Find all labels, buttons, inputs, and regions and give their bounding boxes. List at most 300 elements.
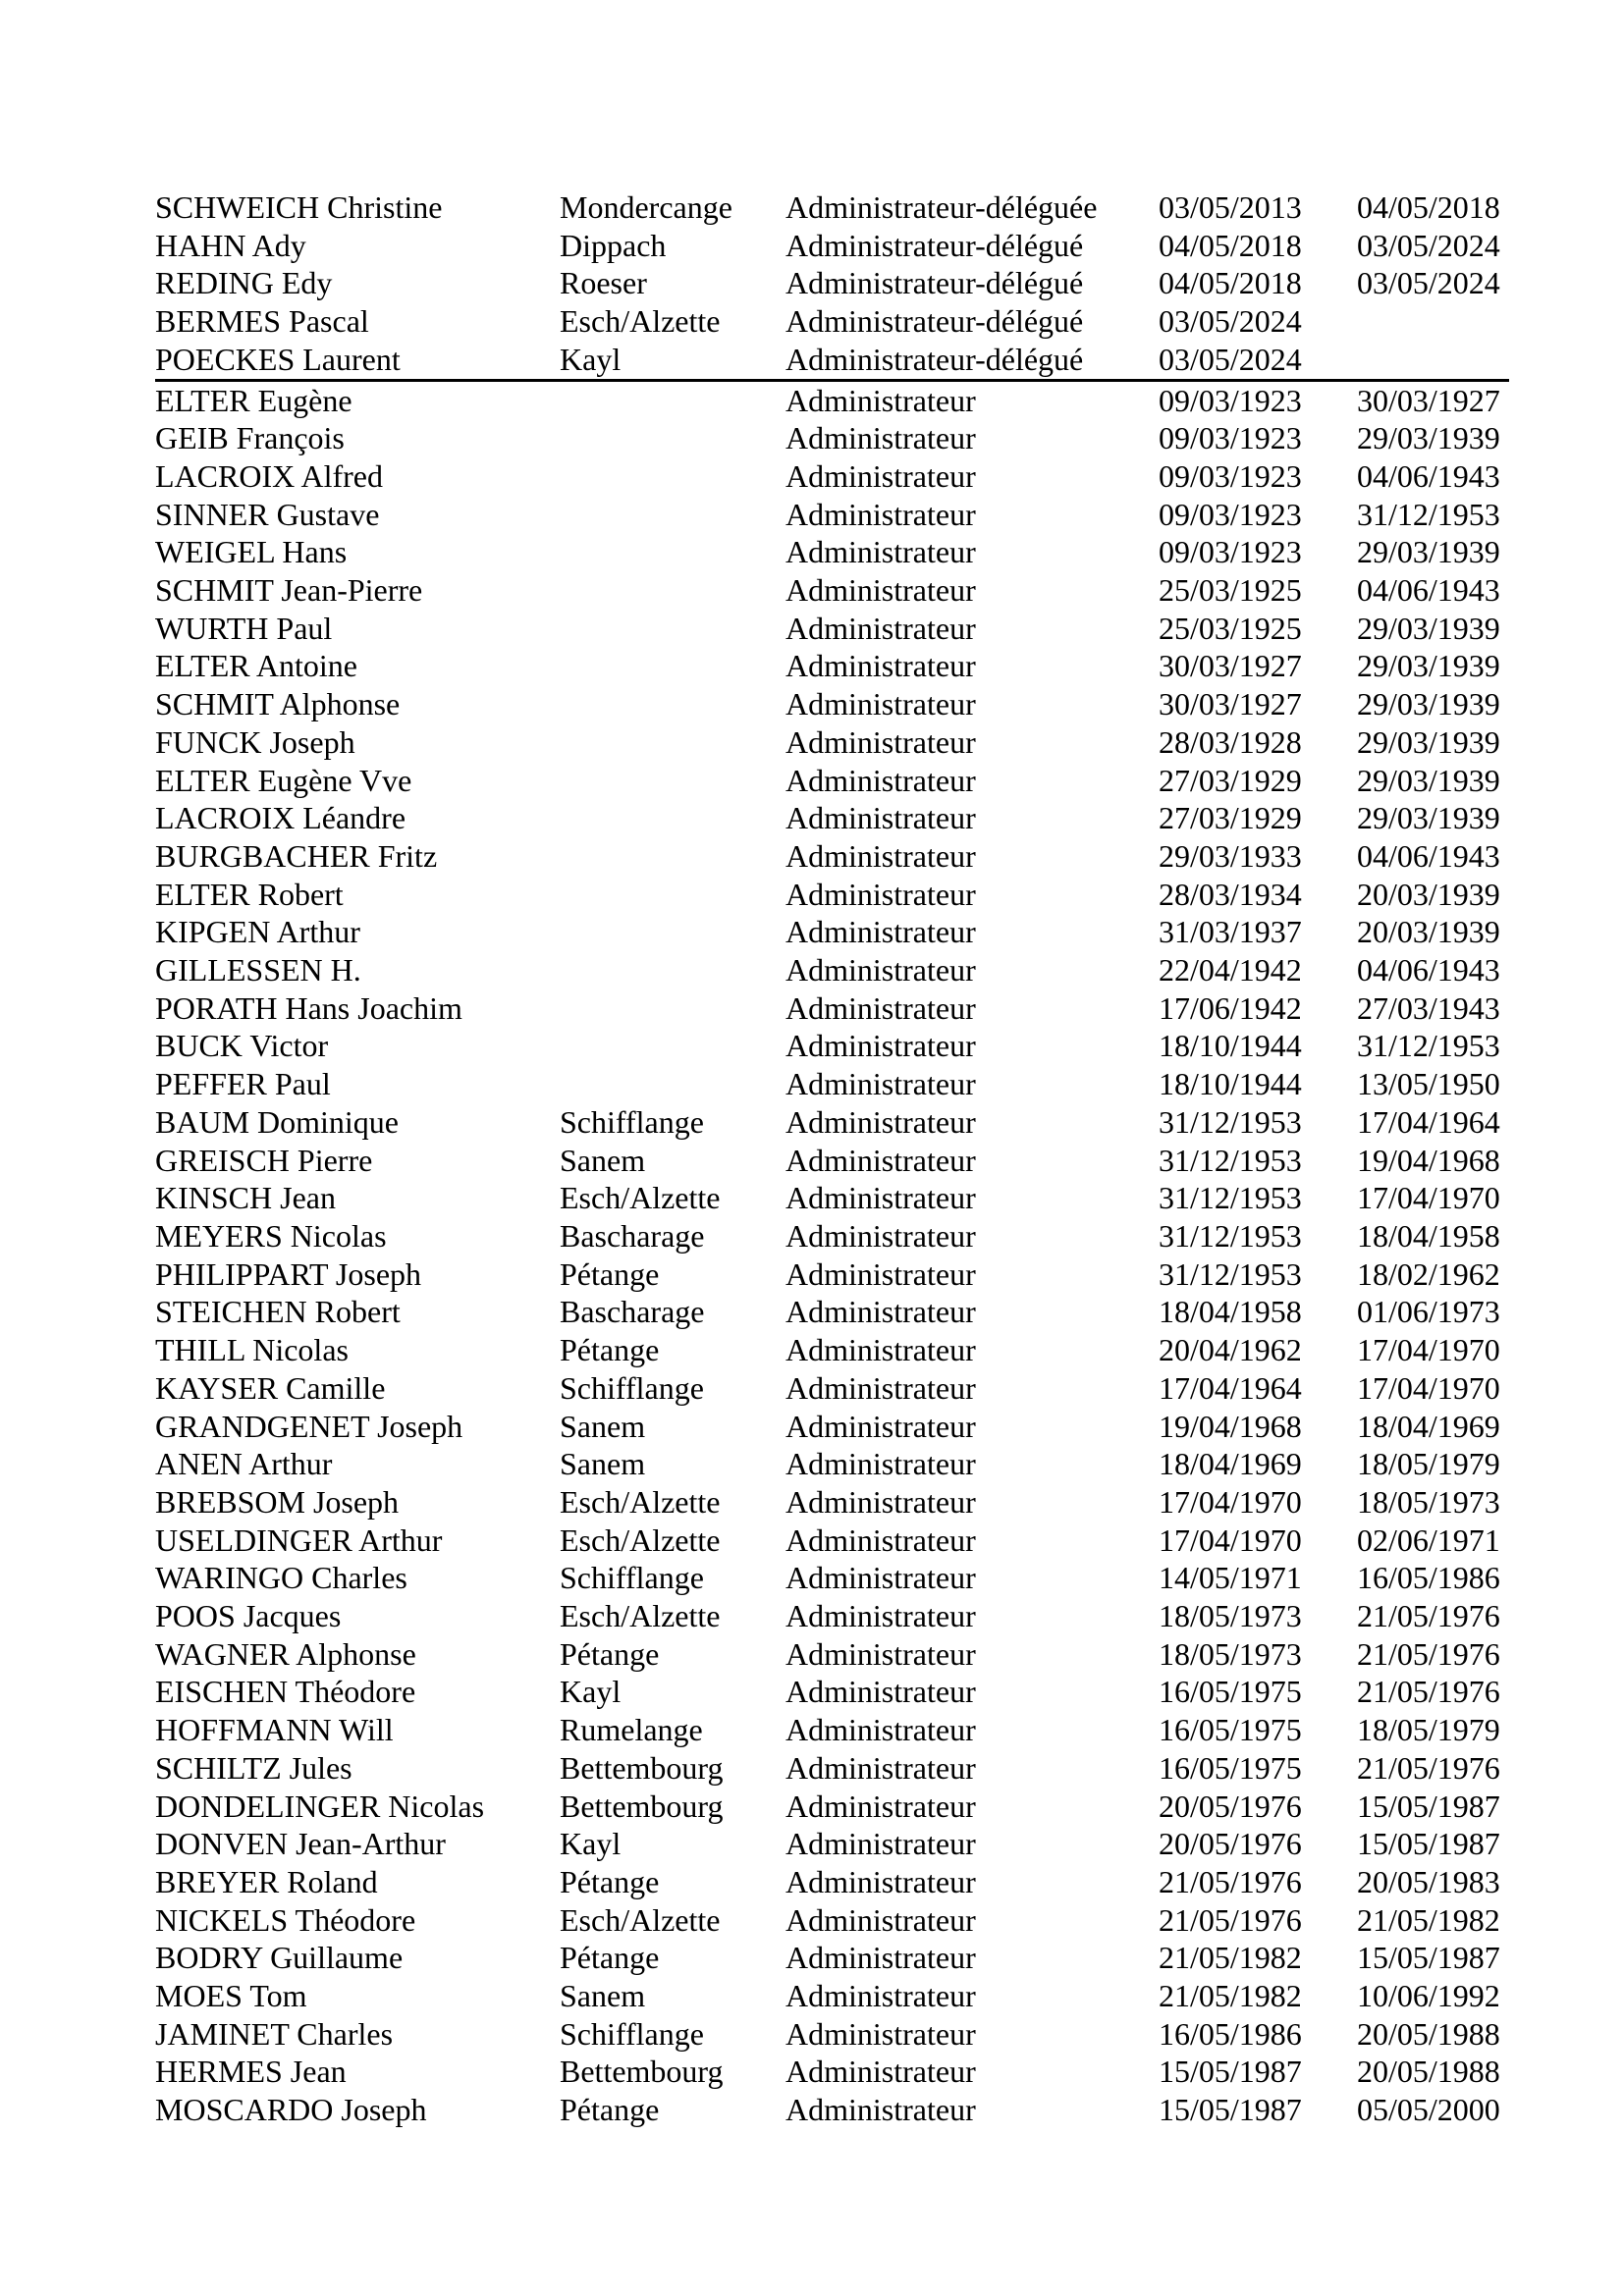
- member-role: Administrateur: [785, 1294, 976, 1330]
- table-row: [155, 913, 1509, 951]
- mandate-end-date: 18/04/1958: [1357, 1217, 1500, 1254]
- member-name: MOES Tom: [155, 1978, 307, 2014]
- member-role: Administrateur: [785, 420, 976, 456]
- member-locality: Bettembourg: [560, 1788, 724, 1824]
- mandate-start-date: 17/04/1970: [1159, 1522, 1302, 1558]
- member-role: Administrateur: [785, 1332, 976, 1368]
- member-locality: Bettembourg: [560, 1749, 724, 1786]
- member-locality: Kayl: [560, 1826, 622, 1862]
- mandate-start-date: 03/05/2024: [1159, 341, 1357, 380]
- member-name: BUCK Victor: [155, 1028, 329, 1064]
- mandate-end-date: 20/03/1939: [1357, 876, 1500, 912]
- mandate-start-date: 09/03/1923: [1159, 534, 1302, 570]
- mandate-end-date: 18/05/1973: [1357, 1483, 1500, 1520]
- member-name: MOSCARDO Joseph: [155, 2092, 427, 2128]
- member-role: Administrateur: [785, 648, 976, 684]
- member-locality: Sanem: [560, 1978, 646, 2014]
- table-row: [155, 341, 1509, 380]
- member-role: Administrateur: [785, 534, 976, 570]
- member-name: GILLESSEN H.: [155, 952, 361, 988]
- member-role: Administrateur: [785, 1901, 976, 1938]
- member-locality: Schifflange: [560, 1369, 704, 1406]
- mandate-start-date: 30/03/1927: [1159, 648, 1302, 684]
- member-name: BREYER Roland: [155, 1863, 378, 1899]
- mandate-end-date: 29/03/1939: [1357, 420, 1500, 456]
- mandate-start-date: 31/12/1953: [1159, 1255, 1302, 1292]
- member-role: Administrateur: [785, 1522, 976, 1558]
- mandate-start-date: 03/05/2013: [1159, 189, 1302, 225]
- mandate-end-date: 04/06/1943: [1357, 952, 1500, 988]
- member-name: GREISCH Pierre: [155, 1142, 373, 1178]
- table-row: [155, 1408, 1509, 1446]
- member-locality: [560, 799, 785, 837]
- mandate-end-date: 29/03/1939: [1357, 800, 1500, 836]
- mandate-end-date: 15/05/1987: [1357, 1788, 1500, 1824]
- table-row: [155, 1788, 1509, 1826]
- member-role: Administrateur: [785, 1598, 976, 1634]
- member-role: Administrateur-délégué: [785, 341, 1159, 380]
- member-role: Administrateur: [785, 1142, 976, 1178]
- table-row: [155, 1142, 1509, 1180]
- member-locality: Schifflange: [560, 1560, 704, 1596]
- member-locality: Kayl: [560, 1674, 622, 1710]
- member-locality: Esch/Alzette: [560, 1483, 721, 1520]
- table-row: [155, 188, 1509, 227]
- member-locality: Esch/Alzette: [560, 303, 721, 340]
- mandate-end-date: [1357, 302, 1509, 341]
- member-role: Administrateur: [785, 1103, 976, 1140]
- member-locality: Pétange: [560, 2092, 660, 2128]
- member-locality: [560, 647, 785, 685]
- member-name: WURTH Paul: [155, 610, 333, 646]
- member-name: PORATH Hans Joachim: [155, 989, 462, 1026]
- member-locality: [560, 913, 785, 951]
- member-locality: [560, 571, 785, 610]
- member-role: Administrateur: [785, 1483, 976, 1520]
- mandate-start-date: 30/03/1927: [1159, 686, 1302, 722]
- mandate-end-date: 31/12/1953: [1357, 496, 1500, 532]
- mandate-end-date: 21/05/1976: [1357, 1598, 1500, 1634]
- table-row: [155, 1483, 1509, 1522]
- member-locality: Pétange: [560, 1635, 660, 1672]
- mandate-end-date: 21/05/1976: [1357, 1635, 1500, 1672]
- mandate-start-date: 18/04/1958: [1159, 1294, 1302, 1330]
- mandate-end-date: 21/05/1976: [1357, 1749, 1500, 1786]
- member-name: ELTER Robert: [155, 876, 344, 912]
- member-locality: [560, 610, 785, 648]
- table-row: [155, 2015, 1509, 2054]
- member-locality: [560, 951, 785, 989]
- member-locality: Sanem: [560, 1142, 646, 1178]
- member-role: Administrateur: [785, 2015, 976, 2052]
- mandate-start-date: 21/05/1982: [1159, 1978, 1302, 2014]
- member-locality: Esch/Alzette: [560, 1901, 721, 1938]
- table-row: [155, 1522, 1509, 1560]
- mandate-end-date: 01/06/1973: [1357, 1294, 1500, 1330]
- mandate-end-date: 30/03/1927: [1357, 382, 1500, 418]
- mandate-start-date: 16/05/1975: [1159, 1674, 1302, 1710]
- member-name: HERMES Jean: [155, 2054, 347, 2090]
- table-row: [155, 989, 1509, 1028]
- member-locality: [560, 380, 785, 419]
- member-role: Administrateur: [785, 1560, 976, 1596]
- mandate-start-date: 14/05/1971: [1159, 1560, 1302, 1596]
- member-name: WEIGEL Hans: [155, 534, 348, 570]
- member-locality: [560, 837, 785, 876]
- board-members-table: [155, 188, 1509, 2129]
- mandate-start-date: 27/03/1929: [1159, 800, 1302, 836]
- mandate-end-date: 29/03/1939: [1357, 534, 1500, 570]
- member-name: MEYERS Nicolas: [155, 1217, 387, 1254]
- member-name: BREBSOM Joseph: [155, 1483, 400, 1520]
- mandate-start-date: 20/04/1962: [1159, 1332, 1302, 1368]
- mandate-end-date: 02/06/1971: [1357, 1522, 1500, 1558]
- table-row: [155, 1749, 1509, 1788]
- member-role: Administrateur-délégué: [785, 265, 1084, 301]
- mandate-end-date: 19/04/1968: [1357, 1142, 1500, 1178]
- mandate-end-date: 15/05/1987: [1357, 1826, 1500, 1862]
- table-row: [155, 1369, 1509, 1408]
- table-row: [155, 1217, 1509, 1255]
- table-row: [155, 876, 1509, 914]
- member-name: WARINGO Charles: [155, 1560, 407, 1596]
- table-row: [155, 419, 1509, 457]
- member-locality: [560, 419, 785, 457]
- member-role: Administrateur: [785, 914, 976, 950]
- member-name: EISCHEN Théodore: [155, 1674, 416, 1710]
- table-row: [155, 685, 1509, 723]
- mandate-start-date: 15/05/1987: [1159, 2092, 1302, 2128]
- member-name: BAUM Dominique: [155, 1103, 399, 1140]
- mandate-start-date: 09/03/1923: [1159, 382, 1302, 418]
- mandate-start-date: 03/05/2024: [1159, 303, 1302, 340]
- member-name: DONDELINGER Nicolas: [155, 1788, 485, 1824]
- member-role: Administrateur: [785, 2092, 976, 2128]
- mandate-start-date: 21/05/1976: [1159, 1863, 1302, 1899]
- mandate-start-date: 28/03/1928: [1159, 723, 1302, 760]
- member-name: BURGBACHER Fritz: [155, 837, 438, 874]
- mandate-start-date: 31/03/1937: [1159, 914, 1302, 950]
- member-locality: [560, 876, 785, 914]
- member-role: Administrateur: [785, 1217, 976, 1254]
- member-role: Administrateur: [785, 1788, 976, 1824]
- member-name: REDING Edy: [155, 265, 333, 301]
- mandate-start-date: 17/06/1942: [1159, 989, 1302, 1026]
- table-row: [155, 647, 1509, 685]
- member-role: Administrateur: [785, 1826, 976, 1862]
- mandate-start-date: 19/04/1968: [1159, 1408, 1302, 1444]
- mandate-start-date: 20/05/1976: [1159, 1788, 1302, 1824]
- table-row: [155, 571, 1509, 610]
- mandate-end-date: 18/05/1979: [1357, 1712, 1500, 1748]
- mandate-end-date: 29/03/1939: [1357, 762, 1500, 798]
- mandate-start-date: 22/04/1942: [1159, 952, 1302, 988]
- table-row: [155, 1027, 1509, 1065]
- mandate-start-date: 31/12/1953: [1159, 1217, 1302, 1254]
- member-name: USELDINGER Arthur: [155, 1522, 443, 1558]
- member-role: Administrateur: [785, 1066, 976, 1102]
- member-locality: Sanem: [560, 1408, 646, 1444]
- member-name: POECKES Laurent: [155, 341, 560, 380]
- member-locality: Pétange: [560, 1940, 660, 1976]
- table-row: [155, 723, 1509, 762]
- member-locality: [560, 989, 785, 1028]
- mandate-start-date: 16/05/1975: [1159, 1749, 1302, 1786]
- member-name: DONVEN Jean-Arthur: [155, 1826, 446, 1862]
- member-name: ELTER Eugène: [155, 382, 352, 418]
- member-name: KIPGEN Arthur: [155, 914, 360, 950]
- member-name: SCHMIT Alphonse: [155, 686, 401, 722]
- member-role: Administrateur: [785, 457, 976, 494]
- member-role: Administrateur: [785, 1369, 976, 1406]
- table-row: [155, 1939, 1509, 1977]
- member-role: Administrateur-déléguée: [785, 189, 1098, 225]
- mandate-start-date: 18/05/1973: [1159, 1635, 1302, 1672]
- member-role: Administrateur: [785, 686, 976, 722]
- member-role: Administrateur-délégué: [785, 303, 1084, 340]
- member-role: Administrateur: [785, 1674, 976, 1710]
- mandate-start-date: 15/05/1987: [1159, 2054, 1302, 2090]
- mandate-start-date: 18/10/1944: [1159, 1066, 1302, 1102]
- mandate-end-date: 04/05/2018: [1357, 189, 1500, 225]
- mandate-end-date: 04/06/1943: [1357, 572, 1500, 609]
- member-locality: Dippach: [560, 227, 667, 263]
- member-name: HOFFMANN Will: [155, 1712, 394, 1748]
- member-name: PEFFER Paul: [155, 1066, 331, 1102]
- member-locality: Rumelange: [560, 1712, 703, 1748]
- mandate-end-date: 27/03/1943: [1357, 989, 1500, 1026]
- member-role: Administrateur: [785, 610, 976, 646]
- member-name: THILL Nicolas: [155, 1332, 349, 1368]
- member-name: STEICHEN Robert: [155, 1294, 401, 1330]
- mandate-end-date: 20/05/1988: [1357, 2054, 1500, 2090]
- mandate-start-date: 18/04/1969: [1159, 1446, 1302, 1482]
- table-row: [155, 302, 1509, 341]
- member-name: BODRY Guillaume: [155, 1940, 404, 1976]
- mandate-start-date: 25/03/1925: [1159, 572, 1302, 609]
- table-row: [155, 380, 1509, 419]
- member-role: Administrateur: [785, 496, 976, 532]
- member-locality: [560, 1065, 785, 1103]
- member-role: Administrateur: [785, 1863, 976, 1899]
- member-locality: Mondercange: [560, 189, 732, 225]
- mandate-end-date: 13/05/1950: [1357, 1066, 1500, 1102]
- member-locality: [560, 533, 785, 571]
- mandate-end-date: 29/03/1939: [1357, 723, 1500, 760]
- member-locality: Esch/Alzette: [560, 1598, 721, 1634]
- mandate-start-date: 31/12/1953: [1159, 1103, 1302, 1140]
- member-locality: [560, 457, 785, 496]
- member-name: SCHWEICH Christine: [155, 189, 443, 225]
- member-locality: Esch/Alzette: [560, 1180, 721, 1216]
- mandate-start-date: 28/03/1934: [1159, 876, 1302, 912]
- mandate-start-date: 31/12/1953: [1159, 1180, 1302, 1216]
- member-name: ELTER Antoine: [155, 648, 357, 684]
- member-name: KINSCH Jean: [155, 1180, 336, 1216]
- member-name: BERMES Pascal: [155, 303, 369, 340]
- mandate-end-date: 05/05/2000: [1357, 2092, 1500, 2128]
- table-row: [155, 1711, 1509, 1749]
- mandate-end-date: 16/05/1986: [1357, 1560, 1500, 1596]
- mandate-end-date: 10/06/1992: [1357, 1978, 1500, 2014]
- table-row: [155, 1597, 1509, 1635]
- member-name: HAHN Ady: [155, 227, 306, 263]
- table-row: [155, 1445, 1509, 1483]
- member-locality: Bascharage: [560, 1294, 705, 1330]
- mandate-end-date: 20/05/1983: [1357, 1863, 1500, 1899]
- mandate-start-date: 09/03/1923: [1159, 496, 1302, 532]
- table-row: [155, 799, 1509, 837]
- mandate-start-date: 21/05/1982: [1159, 1940, 1302, 1976]
- member-name: JAMINET Charles: [155, 2015, 394, 2052]
- member-locality: Pétange: [560, 1255, 660, 1292]
- mandate-end-date: [1357, 341, 1509, 380]
- mandate-end-date: 17/04/1964: [1357, 1103, 1500, 1140]
- mandate-end-date: 03/05/2024: [1357, 265, 1500, 301]
- mandate-end-date: 18/02/1962: [1357, 1255, 1500, 1292]
- member-role: Administrateur: [785, 2054, 976, 2090]
- table-row: [155, 1065, 1509, 1103]
- table-row: [155, 1293, 1509, 1331]
- member-name: SINNER Gustave: [155, 496, 380, 532]
- member-role: Administrateur: [785, 1446, 976, 1482]
- member-role: Administrateur: [785, 1028, 976, 1064]
- mandate-end-date: 17/04/1970: [1357, 1369, 1500, 1406]
- mandate-start-date: 17/04/1964: [1159, 1369, 1302, 1406]
- table-row: [155, 496, 1509, 534]
- mandate-start-date: 20/05/1976: [1159, 1826, 1302, 1862]
- table-row: [155, 1255, 1509, 1294]
- member-name: NICKELS Théodore: [155, 1901, 416, 1938]
- mandate-end-date: 15/05/1987: [1357, 1940, 1500, 1976]
- mandate-end-date: 04/06/1943: [1357, 457, 1500, 494]
- member-name: SCHILTZ Jules: [155, 1749, 352, 1786]
- mandate-end-date: 31/12/1953: [1357, 1028, 1500, 1064]
- table-row: [155, 1559, 1509, 1597]
- member-name: WAGNER Alphonse: [155, 1635, 416, 1672]
- mandate-end-date: 17/04/1970: [1357, 1332, 1500, 1368]
- member-role: Administrateur: [785, 382, 976, 418]
- mandate-end-date: 04/06/1943: [1357, 837, 1500, 874]
- member-locality: [560, 685, 785, 723]
- member-role: Administrateur: [785, 952, 976, 988]
- member-name: ANEN Arthur: [155, 1446, 333, 1482]
- member-name: POOS Jacques: [155, 1598, 342, 1634]
- mandate-start-date: 16/05/1986: [1159, 2015, 1302, 2052]
- member-role: Administrateur: [785, 800, 976, 836]
- member-name: LACROIX Léandre: [155, 800, 406, 836]
- mandate-start-date: 09/03/1923: [1159, 420, 1302, 456]
- member-locality: [560, 496, 785, 534]
- member-name: GRANDGENET Joseph: [155, 1408, 463, 1444]
- member-locality: [560, 762, 785, 800]
- table-row: [155, 2053, 1509, 2091]
- member-name: PHILIPPART Joseph: [155, 1255, 422, 1292]
- board-members-table-body: [155, 188, 1509, 2129]
- mandate-end-date: 29/03/1939: [1357, 648, 1500, 684]
- mandate-start-date: 18/05/1973: [1159, 1598, 1302, 1634]
- member-name: GEIB François: [155, 420, 345, 456]
- member-name: SCHMIT Jean-Pierre: [155, 572, 423, 609]
- member-role: Administrateur: [785, 837, 976, 874]
- mandate-start-date: 16/05/1975: [1159, 1712, 1302, 1748]
- member-role: Administrateur: [785, 1635, 976, 1672]
- mandate-start-date: 18/10/1944: [1159, 1028, 1302, 1064]
- member-role: Administrateur: [785, 1255, 976, 1292]
- member-name: FUNCK Joseph: [155, 723, 355, 760]
- mandate-end-date: 20/05/1988: [1357, 2015, 1500, 2052]
- member-role: Administrateur: [785, 723, 976, 760]
- table-row: [155, 457, 1509, 496]
- mandate-start-date: 29/03/1933: [1159, 837, 1302, 874]
- table-row: [155, 1331, 1509, 1369]
- member-locality: [560, 723, 785, 762]
- mandate-end-date: 29/03/1939: [1357, 686, 1500, 722]
- mandate-start-date: 17/04/1970: [1159, 1483, 1302, 1520]
- mandate-start-date: 09/03/1923: [1159, 457, 1302, 494]
- table-row: [155, 533, 1509, 571]
- member-name: ELTER Eugène Vve: [155, 762, 412, 798]
- member-role: Administrateur: [785, 572, 976, 609]
- member-role: Administrateur-délégué: [785, 227, 1084, 263]
- member-role: Administrateur: [785, 1408, 976, 1444]
- member-name: LACROIX Alfred: [155, 457, 383, 494]
- mandate-end-date: 18/05/1979: [1357, 1446, 1500, 1482]
- member-role: Administrateur: [785, 762, 976, 798]
- member-role: Administrateur: [785, 1180, 976, 1216]
- mandate-end-date: 03/05/2024: [1357, 227, 1500, 263]
- member-role: Administrateur: [785, 1712, 976, 1748]
- member-locality: Pétange: [560, 1863, 660, 1899]
- mandate-end-date: 21/05/1982: [1357, 1901, 1500, 1938]
- member-role: Administrateur: [785, 1749, 976, 1786]
- table-row: [155, 837, 1509, 876]
- member-locality: [560, 1027, 785, 1065]
- table-row: [155, 1901, 1509, 1940]
- member-locality: Pétange: [560, 1332, 660, 1368]
- member-locality: Schifflange: [560, 1103, 704, 1140]
- table-row: [155, 762, 1509, 800]
- mandate-end-date: 20/03/1939: [1357, 914, 1500, 950]
- mandate-start-date: 04/05/2018: [1159, 265, 1302, 301]
- table-row: [155, 951, 1509, 989]
- mandate-end-date: 21/05/1976: [1357, 1674, 1500, 1710]
- mandate-end-date: 29/03/1939: [1357, 610, 1500, 646]
- table-row: [155, 1825, 1509, 1863]
- member-locality: Esch/Alzette: [560, 1522, 721, 1558]
- member-name: KAYSER Camille: [155, 1369, 386, 1406]
- member-locality: Roeser: [560, 265, 647, 301]
- member-locality: Kayl: [560, 341, 785, 380]
- mandate-end-date: 18/04/1969: [1357, 1408, 1500, 1444]
- mandate-start-date: 31/12/1953: [1159, 1142, 1302, 1178]
- mandate-start-date: 21/05/1976: [1159, 1901, 1302, 1938]
- table-row: [155, 1179, 1509, 1217]
- table-row: [155, 227, 1509, 265]
- member-locality: Bettembourg: [560, 2054, 724, 2090]
- member-locality: Sanem: [560, 1446, 646, 1482]
- table-row: [155, 2091, 1509, 2129]
- table-row: [155, 1977, 1509, 2015]
- table-row: [155, 1673, 1509, 1711]
- member-role: Administrateur: [785, 876, 976, 912]
- table-row: [155, 1103, 1509, 1142]
- member-role: Administrateur: [785, 989, 976, 1026]
- table-row: [155, 1635, 1509, 1674]
- table-row: [155, 264, 1509, 302]
- member-role: Administrateur: [785, 1978, 976, 2014]
- mandate-start-date: 04/05/2018: [1159, 227, 1302, 263]
